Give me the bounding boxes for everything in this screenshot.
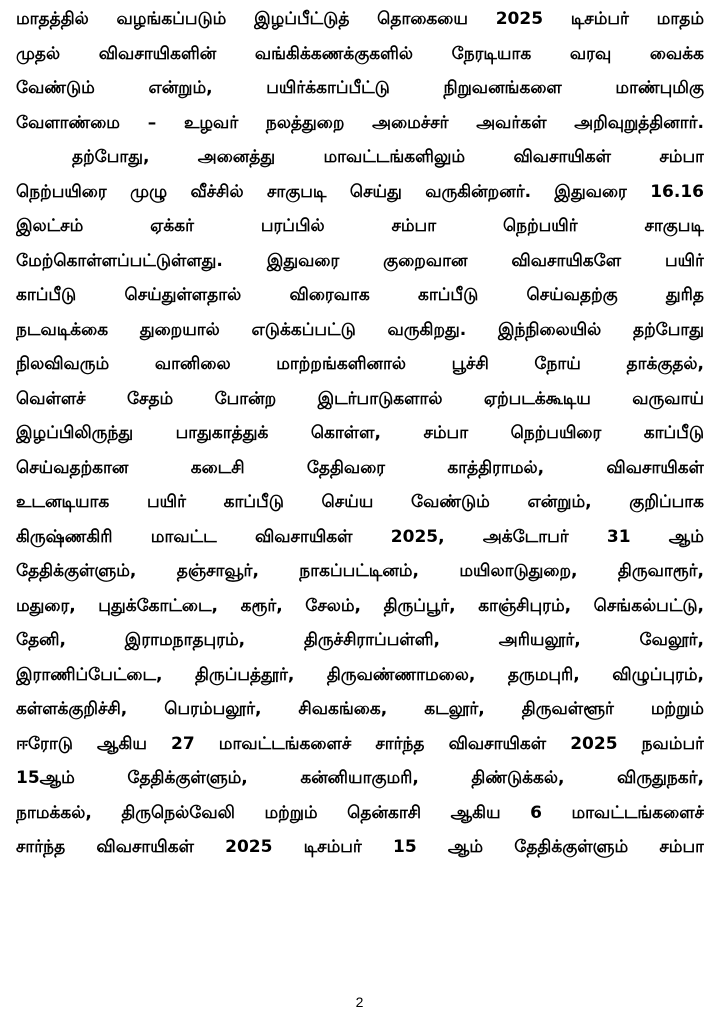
text-line: முதல் விவசாயிகளின் வங்கிக்கணக்குகளில் நேரடியாக வரவு வைக்க — [16, 43, 704, 64]
text-line: வேண்டும் என்றும், பயிர்க்காப்பீட்டு நிறுவனங்களை மாண்புமிகு — [16, 78, 704, 98]
text-line: தற்போது, அனைத்து மாவட்டங்களிலும் விவசாயிகள் சம்பா — [72, 147, 704, 167]
text-line: செய்வதற்கான கடைசி தேதிவரை காத்திராமல், விவசாயிகள் — [16, 457, 704, 478]
text-line: தேனி, இராமநாதபுரம், திருச்சிராப்பள்ளி, அரியலூர், வேலூர், — [16, 630, 704, 650]
text-line: உடனடியாக பயிர் காப்பீடு செய்ய வேண்டும் என்றும், குறிப்பாக — [16, 492, 704, 512]
text-line: காப்பீடு செய்துள்ளதால் விரைவாக காப்பீடு செய்வதற்கு துரித — [16, 285, 704, 305]
text-line: இராணிப்பேட்டை, திருப்பத்தூர், திருவண்ணாமலை, தருமபுரி, விழுப்புரம், — [16, 664, 704, 685]
text-line: வெள்ளச் சேதம் போன்ற இடர்பாடுகளால் ஏற்படக்கூடிய வருவாய் — [16, 388, 704, 409]
text-line: வேளாண்மை – உழவர் நலத்துறை அமைச்சர் அவர்கள் அறிவுறுத்தினார். — [16, 112, 704, 133]
text-line: மேற்கொள்ளப்பட்டுள்ளது. இதுவரை குறைவான விவசாயிகளே பயிர் — [16, 250, 704, 271]
text-line: மதுரை, புதுக்கோட்டை, கரூர், சேலம், திருப்பூர், காஞ்சிபுரம், செங்கல்பட்டு, — [16, 595, 704, 616]
text-line: இழப்பிலிருந்து பாதுகாத்துக் கொள்ள, சம்பா நெற்பயிரை காப்பீடு — [16, 423, 704, 443]
text-line: சார்ந்த விவசாயிகள் 2025 டிசம்பர் 15 ஆம் தேதிக்குள்ளும் சம்பா — [16, 837, 704, 857]
page-number: 2 — [355, 994, 364, 1010]
text-line: நெற்பயிரை முழு வீச்சில் சாகுபடி செய்து வருகின்றனர். இதுவரை 16.16 — [16, 181, 704, 202]
text-line: நடவடிக்கை துறையால் எடுக்கப்பட்டு வருகிறது. இந்நிலையில் தற்போது — [16, 319, 704, 340]
text-line: தேதிக்குள்ளும், தஞ்சாவூர், நாகப்பட்டினம், மயிலாடுதுறை, திருவாரூர், — [16, 561, 704, 581]
text-line: மாதத்தில் வழங்கப்படும் இழப்பீட்டுத் தொகையை 2025 டிசம்பர் மாதம் — [16, 9, 704, 29]
text-line: நாமக்கல், திருநெல்வேலி மற்றும் தென்காசி ஆகிய 6 மாவட்டங்களைச் — [16, 802, 704, 823]
body-text — [16, 2, 704, 865]
text-line: ஈரோடு ஆகிய 27 மாவட்டங்களைச் சார்ந்த விவசாயிகள் 2025 நவம்பர் — [16, 733, 704, 754]
text-line: கள்ளக்குறிச்சி, பெரம்பலூர், சிவகங்கை, கடலூர், திருவள்ளூர் மற்றும் — [16, 699, 704, 719]
text-line: இலட்சம் ஏக்கர் பரப்பில் சம்பா நெற்பயிர் சாகுபடி — [16, 216, 704, 236]
text-line: நிலவிவரும் வானிலை மாற்றங்களினால் பூச்சி நோய் தாக்குதல், — [16, 354, 704, 374]
text-line: கிருஷ்ணகிரி மாவட்ட விவசாயிகள் 2025, அக்டோபர் 31 ஆம் — [16, 526, 704, 547]
text-line: 15ஆம் தேதிக்குள்ளும், கன்னியாகுமரி, திண்டுக்கல், விருதுநகர், — [16, 768, 704, 788]
